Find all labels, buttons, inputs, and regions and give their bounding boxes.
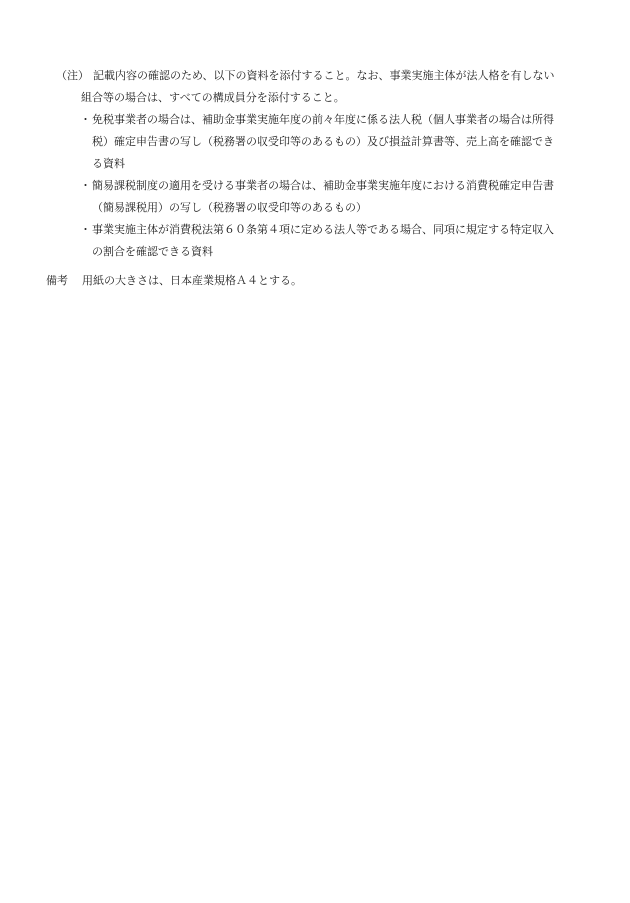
list-item-line: 簡易課税制度の適用を受ける事業者の場合は、補助金事業実施年度における消費税確定申告書 (92, 179, 554, 192)
bullet-mark: ・ (80, 179, 91, 192)
list-item (80, 219, 596, 263)
list-item (80, 109, 596, 175)
list-item-line: 事業実施主体が消費税法第６０条第４項に定める法人等である場合、同項に規定する特定収入 (92, 223, 554, 236)
bullet-mark: ・ (80, 113, 91, 126)
note-label: （注） (56, 69, 89, 82)
remark-label: 備考 (46, 274, 68, 287)
remark-text: 用紙の大きさは、日本産業規格Ａ４とする。 (82, 274, 302, 287)
list-item (80, 175, 596, 219)
list-item-line: の割合を確認できる資料 (92, 245, 213, 258)
note-paragraph (56, 65, 596, 109)
note-line-2: 組合等の場合は、すべての構成員分を添付すること。 (81, 91, 345, 104)
list-item-line: 税）確定申告書の写し（税務署の収受印等のあるもの）及び損益計算書等、売上高を確認でき (92, 135, 554, 148)
remark (46, 270, 586, 292)
list-item-line: る資料 (92, 157, 125, 170)
note-block (56, 65, 596, 263)
list-item-line: 免税事業者の場合は、補助金事業実施年度の前々年度に係る法人税（個人事業者の場合は所得 (92, 113, 554, 126)
bullet-mark: ・ (80, 223, 91, 236)
note-line-1: 記載内容の確認のため、以下の資料を添付すること。なお、事業実施主体が法人格を有しない (93, 69, 555, 82)
list-item-line: （簡易課税用）の写し（税務署の収受印等のあるもの） (92, 201, 367, 214)
attachment-list (80, 109, 596, 263)
